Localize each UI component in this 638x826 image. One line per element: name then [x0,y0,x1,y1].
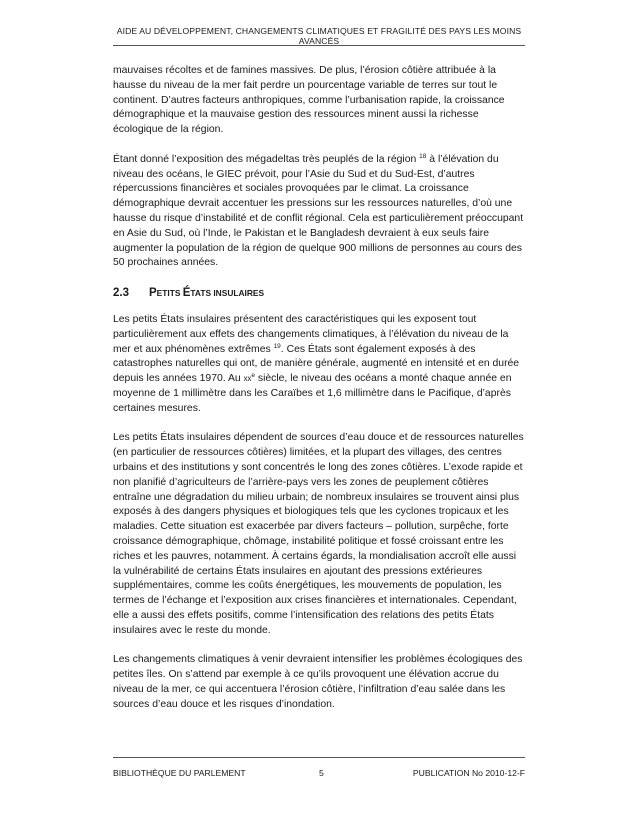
section-title: PETITS ÉTATS INSULAIRES [149,286,265,299]
footer-publisher: BIBLIOTHÈQUE DU PARLEMENT [113,768,246,778]
paragraph-3-text-c: siècle, le niveau des océans a monté chaque année en moyenne de 1 millimètre dans les Caraïbes et 1,6 millimètre dans le Pacifique, d’après certaines mesures. [113,373,512,414]
footnote-ref-19[interactable]: 19 [273,342,281,350]
paragraph-2-text-a: Étant donné l’exposition des mégadeltas très peuplés de la région [113,153,420,165]
century-suffix: e [251,372,255,380]
paragraph-3-text-a: Les petits États insulaires présentent des caractéristiques qui les exposent tout particulièrement aux effets des changements climatiques, à l’élévation du niveau de la mer et aux phénomènes extrêmes [113,313,509,355]
paragraph-3-text-b: . Ces États sont également exposés à des catastrophes naturelles qui ont, de manière générale, augmenté en intensité et en durée depuis les années 1970. Au [113,343,520,385]
running-header: AIDE AU DÉVELOPPEMENT, CHANGEMENTS CLIMATIQUES ET FRAGILITÉ DES PAYS LES MOINS AVANCÉS [116,26,522,46]
publication-number: PUBLICATION No 2010-12-F [412,768,525,778]
paragraph-5: Les changements climatiques à venir devraient intensifier les problèmes écologiques des petites îles. On s’attend par exemple à ce qu’ils provoquent une élévation accrue du niveau de la mer, ce qui accentuera l’érosion côtière, l’infiltration d’eau salée dans les sources d’eau douce et les risques d’inondation. [113,654,523,710]
paragraph-1: mauvaises récoltes et de famines massives. De plus, l’érosion côtière attribuée à la hausse du niveau de la mer fait perdre un pourcentage variable de terres sur tout le continent. D’autres facteurs anthropiques, comme l’urbanisation rapide, la croissance démographique et la mauvaise gestion des ressources minent aussi la richesse écologique de la région. [113,65,505,136]
footnote-ref-18[interactable]: 18 [419,152,427,160]
page-number: 5 [319,768,324,778]
century-numeral: xx [243,374,252,384]
paragraph-2 [113,153,525,271]
footer-rule [113,757,525,758]
paragraph-3 [113,313,525,417]
header-rule [113,45,525,46]
section-number: 2.3 [113,286,129,299]
paragraph-4: Les petits États insulaires dépendent de sources d’eau douce et de ressources naturelles (en particulier de ressources côtières) limitées, et la plupart des villages, des centres urbains et des institutions y sont concentrés le long des zones côtières. L’exode rapide et non planifié d’agriculteurs de l’arrière-pays vers les zones de peuplement côtières entraîne une dégradation du milieu urbain; de nombreux insulaires se trouvent ainsi plus exposés à des dangers physiques et biologiques tels que les cyclones tropicaux et les maladies. Cette situation est exacerbée par divers facteurs – pollution, surpêche, forte croissance démographique, chômage, instabilité politique et fossé croissant entre les riches et les pauvres, notamment. À certains égards, la mondialisation accroît elle aussi la vulnérabilité de certains États insulaires en ajoutant des pressions extérieures supplémentaires, comme les coûts énergétiques, les mouvements de population, les termes de l’échange et l’exposition aux crises financières et internationales. Cependant, elle a aussi des effets positifs, comme l’intensification des relations des petits États insulaires avec le reste du monde. [113,432,524,636]
section-heading [113,286,525,301]
page-body [113,64,525,727]
paragraph-2-text-b: à l’élévation du niveau des océans, le GIEC prévoit, pour l’Asie du Sud et du Sud-Est, d’autres répercussions financières et sociales provoquées par le climat. La croissance démographique devrait accentuer les pressions sur les ressources naturelles, d’où une hausse du risque d’instabilité et de conflit régional. Cela est particulièrement préoccupant en Asie du Sud, où l’Inde, le Pakistan et le Bangladesh devraient à eux seuls faire augmenter la population de la région de quelque 900 millions de personnes au cours des 50 prochaines années. [113,153,524,269]
